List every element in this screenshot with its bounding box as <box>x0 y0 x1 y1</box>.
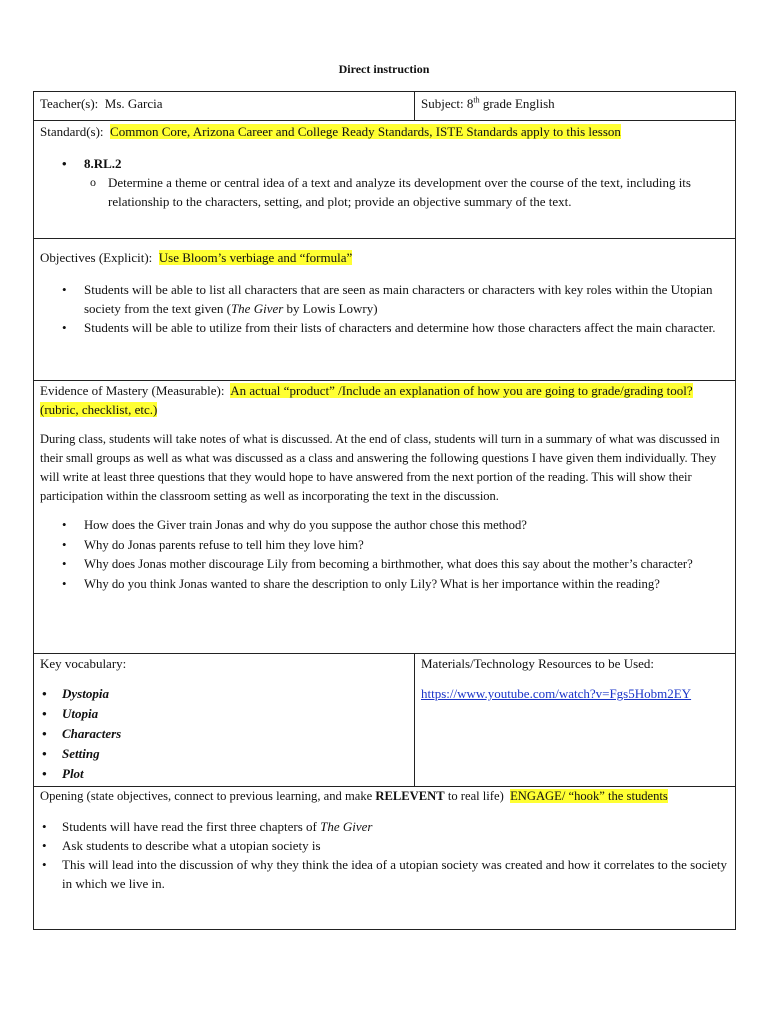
standards-row <box>34 121 736 239</box>
objectives-cell <box>34 239 736 381</box>
subject-label: Subject: <box>421 96 464 111</box>
objectives-highlight: Use Bloom’s verbiage and “formula” <box>158 250 353 265</box>
lesson-plan-table <box>33 91 736 930</box>
opening-cell <box>34 787 736 930</box>
evidence-paragraph: During class, students will take notes of what is discussed. At the end of class, students will turn in a summary of what was discussed in their small groups as well as what was discussed as a class and answering the following questions I have given them individually. They will write at least three questions that they would hope to have answered from the next portion of the reading. This will show their participation within the classroom setting as well as incorporating the text in the discussion. <box>40 432 720 503</box>
opening-row <box>34 787 736 930</box>
evidence-cell <box>34 381 736 654</box>
standards-highlight: Common Core, Arizona Career and College Ready Standards, ISTE Standards apply to this lesson <box>110 124 621 139</box>
opening-label-start: Opening (state objectives, connect to previous learning, and make <box>40 789 376 803</box>
opening-item: • Ask students to describe what a utopian society is <box>40 836 729 855</box>
standard-description: o Determine a theme or central idea of a text and analyze its development over the course of the text, including its relationship to the characters, setting, and plot; provide an objective summary of the text. <box>40 173 729 211</box>
vocab-item: • Plot <box>40 764 408 784</box>
teacher-label: Teacher(s): <box>40 96 99 111</box>
question-item: • Why do Jonas parents refuse to tell him they love him? <box>40 536 729 556</box>
vocab-item: • Dystopia <box>40 684 408 704</box>
standards-label: Standard(s): <box>40 124 104 139</box>
vocabulary-cell <box>34 654 415 787</box>
teacher-value: Ms. Garcia <box>104 96 163 111</box>
opening-label-end: to real life) <box>444 789 504 803</box>
materials-cell <box>415 654 736 787</box>
vocab-materials-row <box>34 654 736 787</box>
objective-item: • Students will be able to utilize from their lists of characters and determine how those characters affect the main character. <box>40 318 729 337</box>
header-row <box>34 92 736 121</box>
objectives-row <box>34 239 736 381</box>
evidence-row <box>34 381 736 654</box>
document-title: Direct instruction <box>338 62 430 76</box>
subject-value: grade English <box>482 96 555 111</box>
teacher-cell <box>34 92 415 121</box>
question-item: • How does the Giver train Jonas and why do you suppose the author chose this method? <box>40 516 729 536</box>
opening-label-emphasis: RELEVENT <box>375 789 445 803</box>
vocab-item: • Utopia <box>40 704 408 724</box>
materials-video-link[interactable]: https://www.youtube.com/watch?v=Fgs5Hobm2EY <box>421 686 692 701</box>
question-item: • Why does Jonas mother discourage Lily from becoming a birthmother, what does this say about the mother’s character? <box>40 555 729 575</box>
opening-highlight: ENGAGE/ “hook” the students <box>510 789 668 803</box>
opening-item: • This will lead into the discussion of why they think the idea of a utopian society was created and how it correlates to the society in which we live in. <box>40 855 729 893</box>
evidence-label: Evidence of Mastery (Measurable): <box>40 383 225 398</box>
standards-cell <box>34 121 736 239</box>
materials-label: Materials/Technology Resources to be Used: <box>421 656 655 671</box>
objective-item: • Students will be able to list all characters that are seen as main characters or characters with key roles within the Utopian society from the text given (The Giver by Lowis Lowry) <box>40 280 729 318</box>
vocab-item: • Characters <box>40 724 408 744</box>
subject-grade-suffix: th <box>473 95 480 105</box>
standard-code: • 8.RL.2 <box>40 154 729 173</box>
opening-item: • Students will have read the first three chapters of The Giver <box>40 817 729 836</box>
vocab-item: • Setting <box>40 744 408 764</box>
subject-grade-number: 8 <box>466 96 474 111</box>
vocabulary-label: Key vocabulary: <box>40 656 127 671</box>
evidence-highlight: An actual “product” /Include an explanation of how you are going to grade/grading tool? (rubric, checklist, etc.) <box>40 383 693 417</box>
subject-cell <box>415 92 736 121</box>
question-item: • Why do you think Jonas wanted to share the description to only Lily? What is her importance within the reading? <box>40 575 729 595</box>
objectives-label: Objectives (Explicit): <box>40 250 153 265</box>
